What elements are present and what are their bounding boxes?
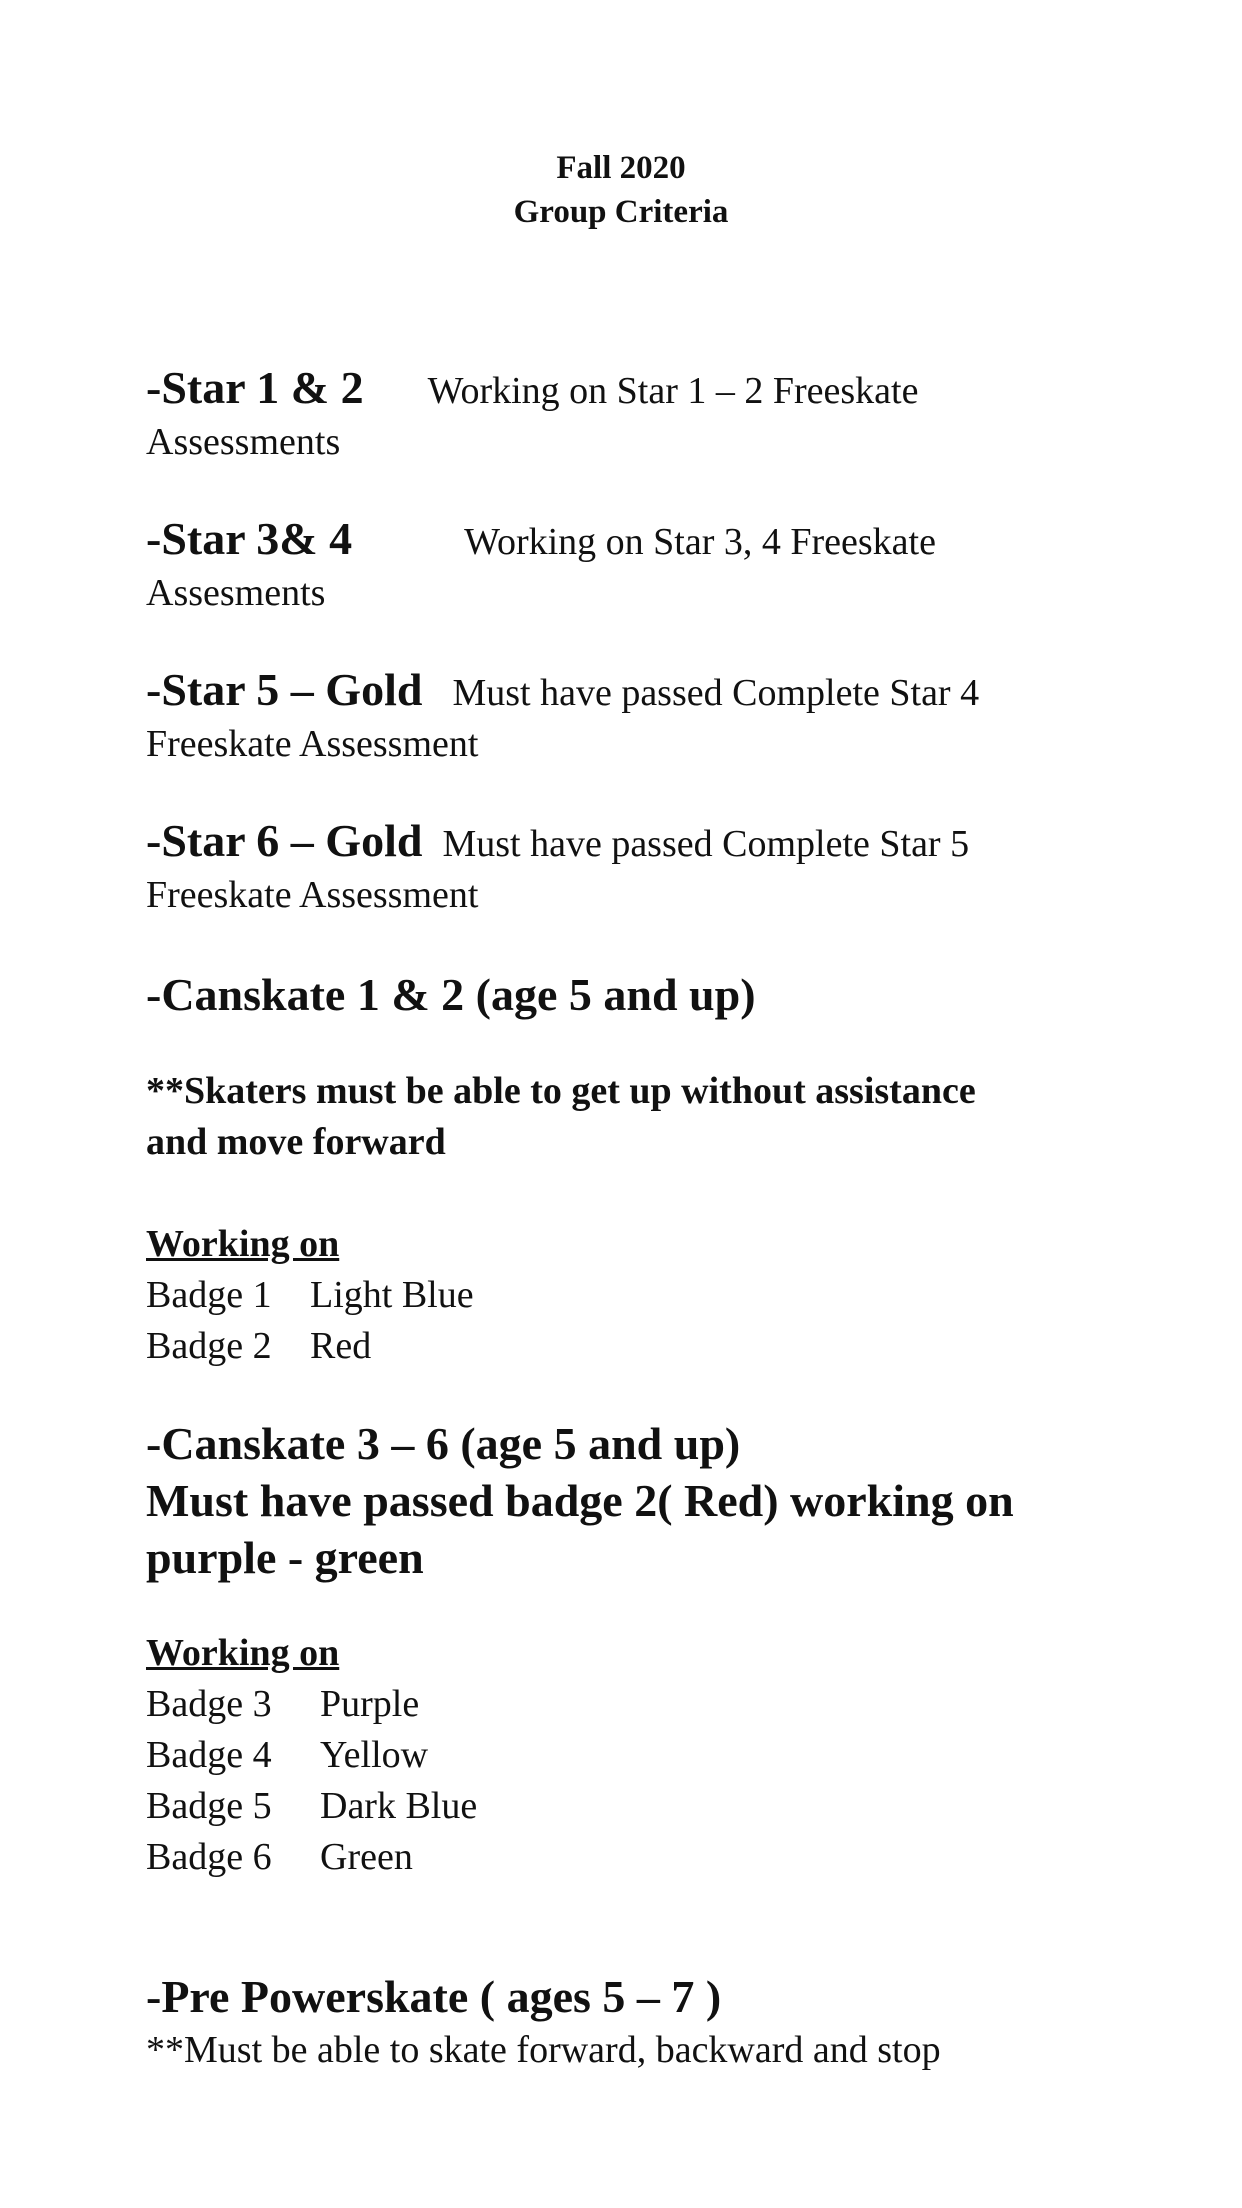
pre-powerskate-section — [146, 1968, 1106, 2076]
badge-color: Dark Blue — [320, 1785, 478, 1827]
note-line: and move forward — [146, 1121, 446, 1163]
star-group-name: -Star 5 – Gold — [146, 664, 423, 715]
badge-number: Badge 3 — [146, 1683, 272, 1725]
badge-row — [146, 1730, 1106, 1781]
star-group-3-4 — [146, 513, 1106, 619]
title-season: Fall 2020 — [556, 150, 686, 186]
canskate-3-6-section — [146, 1415, 1106, 1586]
canskate-1-2-heading: -Canskate 1 & 2 (age 5 and up) — [146, 969, 756, 1020]
working-on-label: Working on — [146, 1632, 340, 1674]
badge-number: Badge 1 — [146, 1274, 272, 1316]
star-group-5-gold — [146, 664, 1106, 770]
canskate-3-6-badges — [146, 1628, 1106, 1883]
star-group-description: Working on Star 1 – 2 Freeskate — [427, 370, 919, 412]
star-group-description-continued: Freeskate Assessment — [146, 874, 479, 916]
canskate-3-6-heading: -Canskate 3 – 6 (age 5 and up) — [146, 1418, 741, 1469]
badge-number: Badge 6 — [146, 1836, 272, 1878]
badge-row — [146, 1679, 1106, 1730]
star-group-1-2 — [146, 362, 1106, 468]
badge-number: Badge 4 — [146, 1734, 272, 1776]
star-group-description: Must have passed Complete Star 4 — [452, 672, 980, 714]
badge-row — [146, 1832, 1106, 1883]
canskate-1-2-note — [146, 1066, 1106, 1168]
badge-row — [146, 1270, 1106, 1321]
star-group-name: -Star 3& 4 — [146, 513, 353, 564]
title-subtitle: Group Criteria — [513, 194, 729, 230]
badge-color: Light Blue — [310, 1274, 474, 1316]
canskate-3-6-requirement: purple - green — [146, 1532, 424, 1583]
star-group-description-continued: Freeskate Assessment — [146, 723, 479, 765]
star-group-description: Working on Star 3, 4 Freeskate — [464, 521, 936, 563]
star-group-name: -Star 1 & 2 — [146, 362, 364, 413]
badge-number: Badge 5 — [146, 1785, 272, 1827]
badge-number: Badge 2 — [146, 1325, 272, 1367]
star-group-description-continued: Assesments — [146, 572, 326, 614]
canskate-3-6-requirement: Must have passed badge 2( Red) working on — [146, 1475, 1014, 1526]
pre-powerskate-heading: -Pre Powerskate ( ages 5 – 7 ) — [146, 1971, 722, 2022]
star-group-name: -Star 6 – Gold — [146, 815, 423, 866]
star-group-6-gold — [146, 815, 1106, 921]
star-group-description-continued: Assessments — [146, 421, 341, 463]
working-on-label: Working on — [146, 1223, 340, 1265]
badge-color: Yellow — [320, 1734, 429, 1776]
canskate-1-2-badges — [146, 1219, 1106, 1372]
badge-color: Red — [310, 1325, 372, 1367]
document-title — [0, 146, 1242, 234]
star-group-description: Must have passed Complete Star 5 — [442, 823, 970, 865]
canskate-1-2-section — [146, 966, 1106, 1023]
pre-powerskate-note: **Must be able to skate forward, backward and stop — [146, 2029, 941, 2071]
badge-row — [146, 1321, 1106, 1372]
badge-row — [146, 1781, 1106, 1832]
badge-color: Purple — [320, 1683, 420, 1725]
note-line: **Skaters must be able to get up without assistance — [146, 1070, 976, 1112]
badge-color: Green — [320, 1836, 413, 1878]
